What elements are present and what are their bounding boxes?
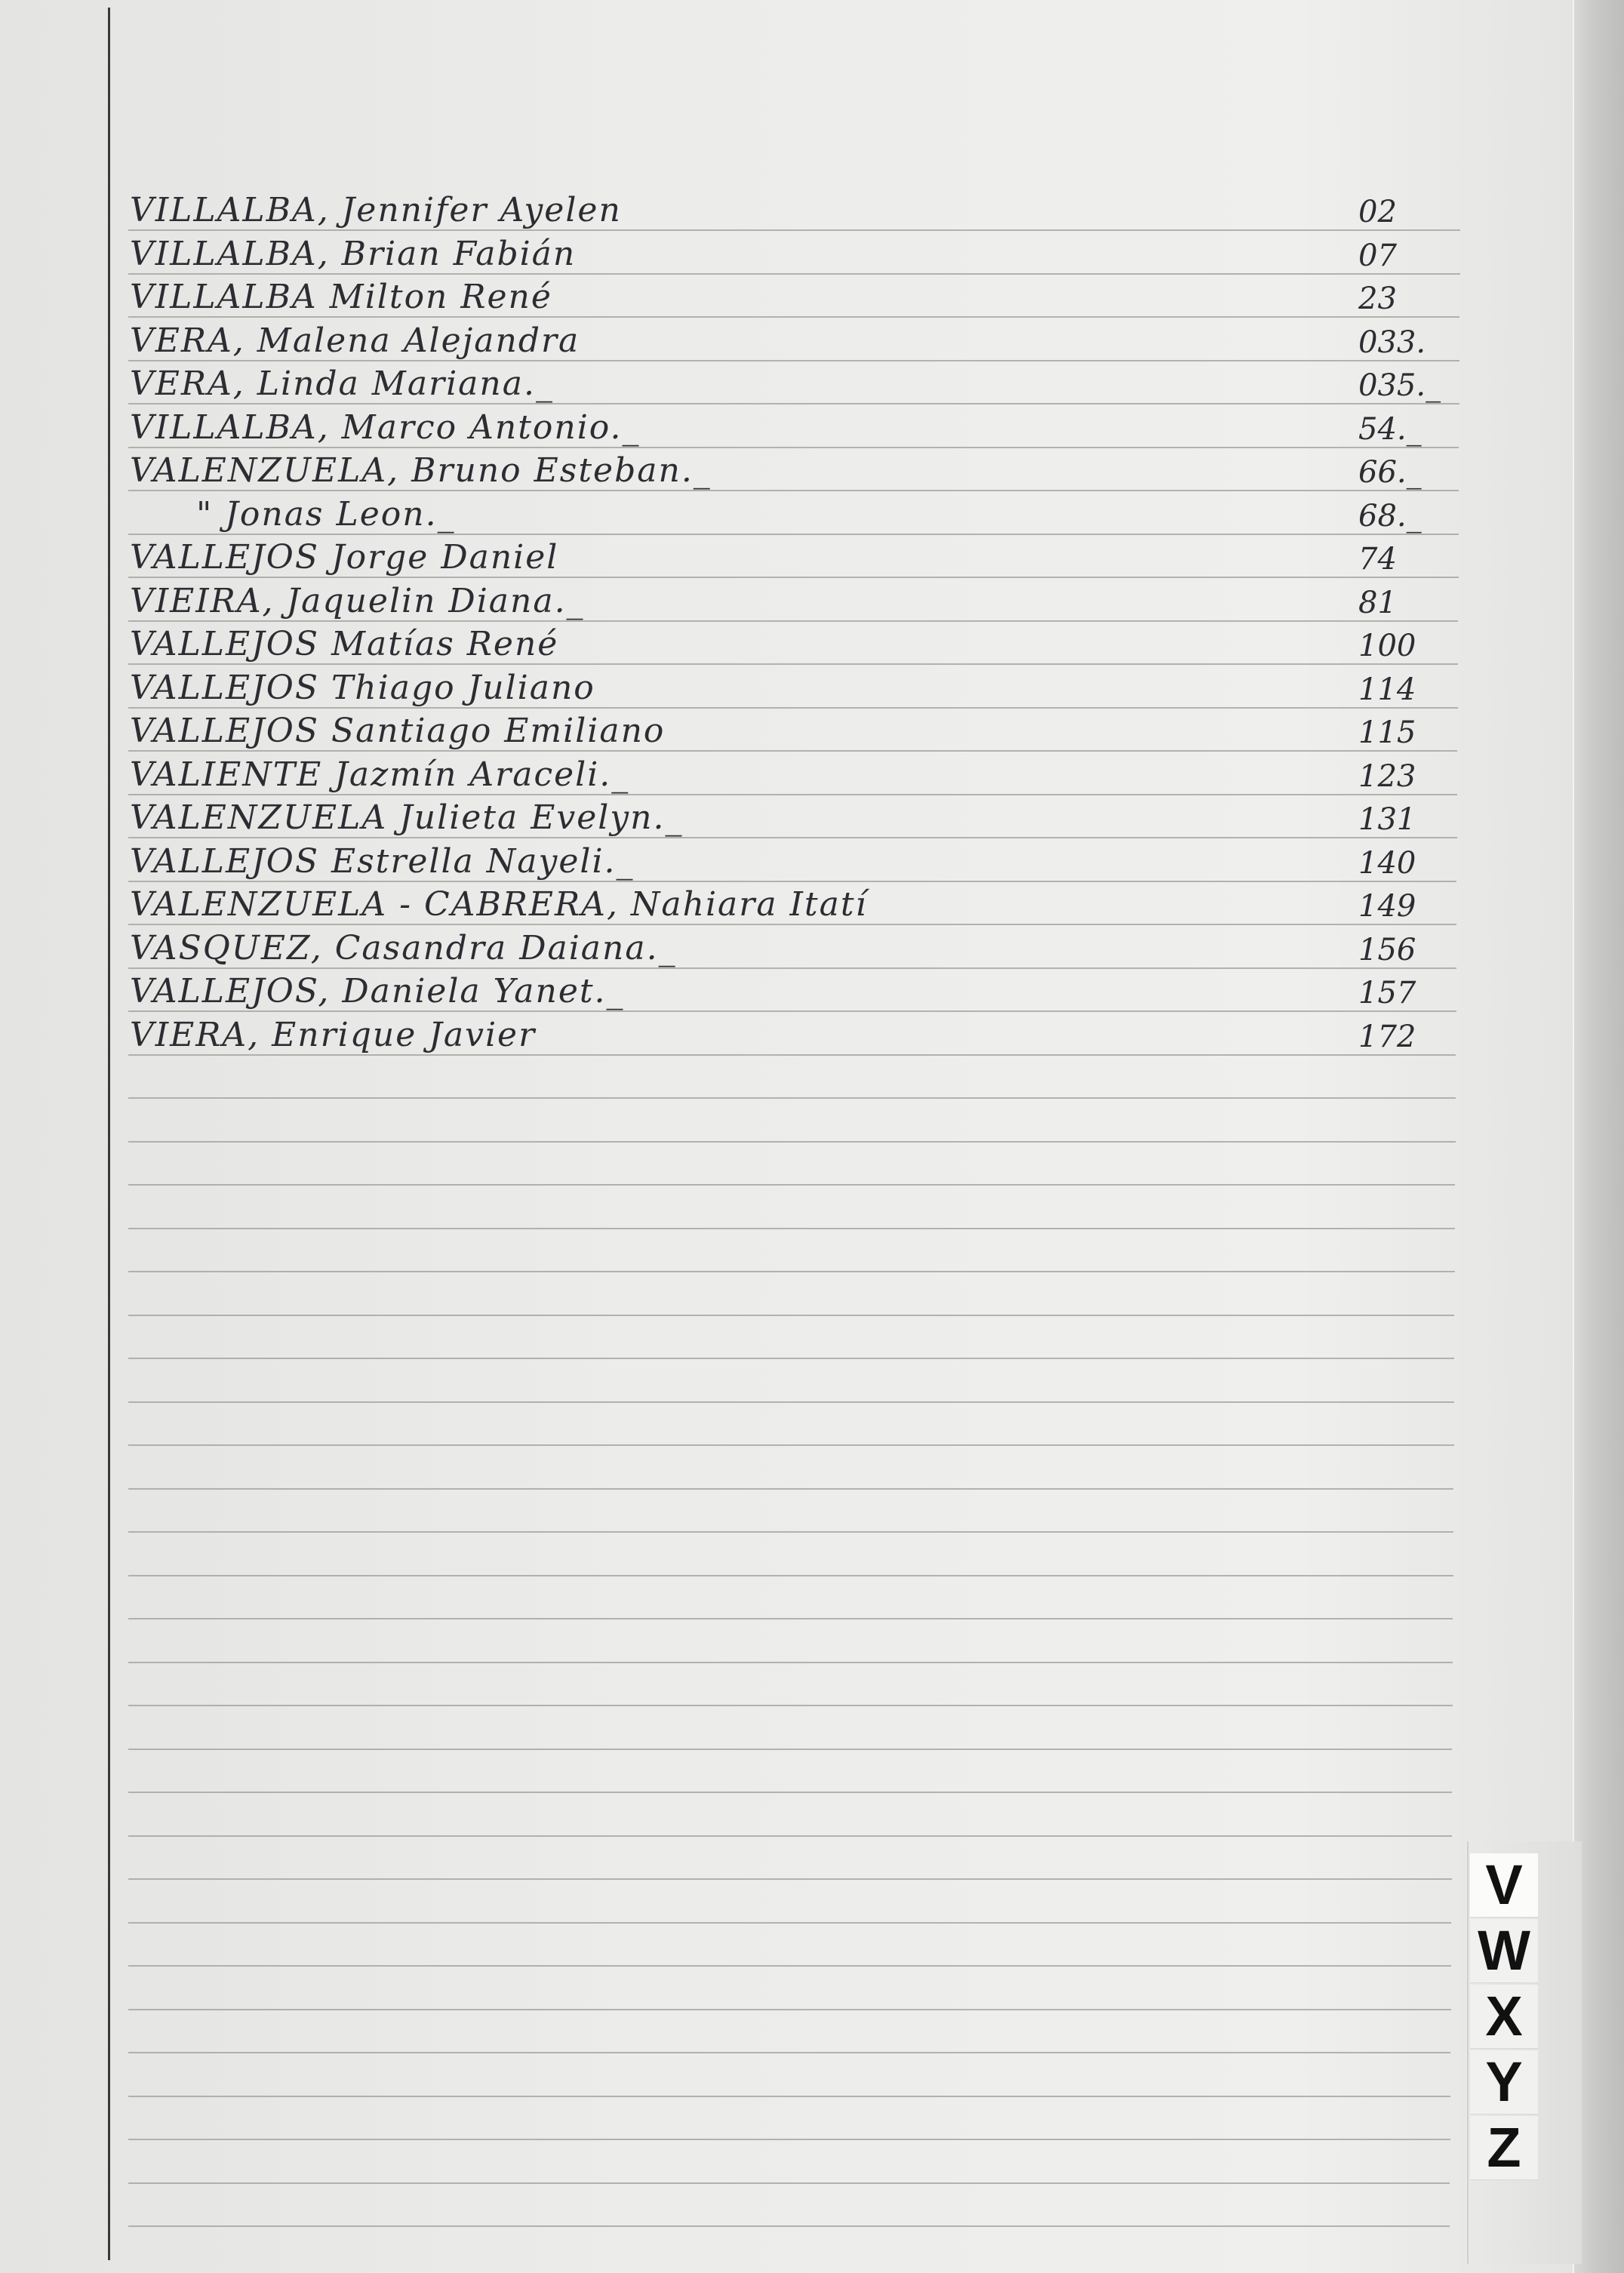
index-tab-y[interactable]: Y bbox=[1485, 2050, 1523, 2113]
ruled-line bbox=[128, 881, 1456, 882]
ruled-line bbox=[128, 534, 1459, 535]
ruled-line bbox=[128, 2139, 1450, 2140]
entry-name: VALLEJOS, Daniela Yanet._ bbox=[130, 972, 625, 1010]
ruled-line bbox=[128, 273, 1460, 275]
entry-number: 100 bbox=[1358, 629, 1416, 663]
entry-number: 123 bbox=[1358, 759, 1416, 794]
entry-name: VERA, Linda Mariana._ bbox=[130, 364, 554, 403]
ruled-line bbox=[128, 1662, 1453, 1663]
entry-name: VERA, Malena Alejandra bbox=[130, 321, 580, 360]
entry-name: VALLEJOS Estrella Nayeli._ bbox=[130, 842, 635, 881]
ruled-line bbox=[128, 490, 1459, 491]
ruled-line bbox=[128, 1054, 1456, 1056]
ruled-line bbox=[128, 2009, 1451, 2010]
ruled-line bbox=[128, 1097, 1456, 1099]
entry-name: VASQUEZ, Casandra Daiana._ bbox=[130, 929, 677, 967]
entry-number: 035._ bbox=[1358, 368, 1441, 403]
entry-number: 66._ bbox=[1358, 455, 1422, 490]
entry-number: 157 bbox=[1358, 976, 1416, 1010]
ruled-line bbox=[128, 924, 1456, 925]
entry-name: VIERA, Enrique Javier bbox=[130, 1016, 537, 1054]
entry-number: 02 bbox=[1358, 195, 1397, 229]
entry-name: VILLALBA, Marco Antonio._ bbox=[130, 408, 641, 447]
entry-number: 156 bbox=[1358, 933, 1416, 967]
entry-number: 115 bbox=[1358, 715, 1416, 750]
ruled-line bbox=[128, 663, 1458, 665]
ruled-line bbox=[128, 794, 1457, 795]
entry-number: 114 bbox=[1358, 672, 1416, 707]
index-tab-w[interactable]: W bbox=[1478, 1919, 1530, 1982]
ruled-line bbox=[128, 1575, 1453, 1576]
ruled-line bbox=[128, 1531, 1453, 1533]
entry-number: 54._ bbox=[1358, 412, 1422, 447]
ruled-line bbox=[128, 967, 1456, 969]
ruled-line bbox=[128, 2225, 1450, 2227]
entry-name: VILLALBA Milton René bbox=[130, 278, 552, 316]
ruled-line bbox=[128, 1618, 1453, 1619]
margin-line bbox=[108, 8, 110, 2260]
ruled-line bbox=[128, 1488, 1453, 1490]
ruled-line bbox=[128, 1922, 1451, 1924]
entry-name: VALLEJOS Thiago Juliano bbox=[130, 669, 595, 707]
entry-number: 172 bbox=[1358, 1020, 1416, 1054]
entry-name: VILLALBA, Brian Fabián bbox=[130, 235, 577, 273]
entry-name: VALENZUELA Julieta Evelyn._ bbox=[130, 798, 684, 837]
ruled-line bbox=[128, 1271, 1455, 1272]
entry-number: 07 bbox=[1358, 238, 1397, 273]
ruled-line bbox=[128, 403, 1459, 404]
ruled-line bbox=[128, 1878, 1452, 1880]
ruled-line bbox=[128, 447, 1459, 448]
entry-number: 68._ bbox=[1358, 499, 1422, 534]
ruled-line bbox=[128, 707, 1458, 709]
ruled-line bbox=[128, 2096, 1450, 2097]
entry-name: VALLEJOS Santiago Emiliano bbox=[130, 712, 666, 750]
ruled-line bbox=[128, 1965, 1451, 1967]
entry-number: 149 bbox=[1358, 889, 1416, 924]
index-tab-v[interactable]: V bbox=[1485, 1853, 1523, 1916]
ruled-line bbox=[128, 1835, 1452, 1837]
ruled-line bbox=[128, 1184, 1455, 1186]
entry-number: 131 bbox=[1358, 802, 1416, 837]
ruled-line bbox=[128, 2182, 1450, 2184]
entry-number: 033. bbox=[1358, 325, 1426, 360]
ruled-line bbox=[128, 837, 1457, 838]
entry-number: 140 bbox=[1358, 846, 1416, 881]
ruled-line bbox=[128, 1010, 1456, 1012]
ruled-line bbox=[128, 1749, 1452, 1750]
index-tab-x[interactable]: X bbox=[1485, 1985, 1523, 2047]
entry-name: VALENZUELA - CABRERA, Nahiara Itatí bbox=[130, 885, 868, 924]
entry-number: 74 bbox=[1358, 542, 1397, 577]
ruled-line bbox=[128, 2052, 1450, 2053]
ruled-line bbox=[128, 1358, 1454, 1359]
entry-number: 81 bbox=[1358, 586, 1397, 620]
ruled-line bbox=[128, 1705, 1453, 1706]
ruled-line bbox=[128, 1141, 1456, 1143]
entry-name: VILLALBA, Jennifer Ayelen bbox=[130, 191, 622, 229]
entry-name: " Jonas Leon._ bbox=[196, 495, 456, 534]
ruled-line bbox=[128, 229, 1460, 231]
entry-name: VALLEJOS Matías René bbox=[130, 625, 559, 663]
ruled-line bbox=[128, 1444, 1454, 1446]
entry-name: VALENZUELA, Bruno Esteban._ bbox=[130, 451, 712, 490]
ruled-line bbox=[128, 577, 1459, 578]
ruled-line bbox=[128, 316, 1459, 318]
entry-name: VALIENTE Jazmín Araceli._ bbox=[130, 755, 630, 794]
ruled-line bbox=[128, 750, 1457, 752]
ruled-line bbox=[128, 620, 1458, 622]
entry-name: VIEIRA, Jaquelin Diana._ bbox=[130, 582, 585, 620]
ruled-line bbox=[128, 1792, 1452, 1793]
ruled-line bbox=[128, 1228, 1455, 1229]
entry-name: VALLEJOS Jorge Daniel bbox=[130, 538, 559, 577]
entry-number: 23 bbox=[1358, 281, 1397, 316]
ruled-line bbox=[128, 1401, 1454, 1403]
index-tab-z[interactable]: Z bbox=[1487, 2116, 1521, 2179]
ruled-line bbox=[128, 360, 1459, 361]
ruled-line bbox=[128, 1315, 1454, 1316]
